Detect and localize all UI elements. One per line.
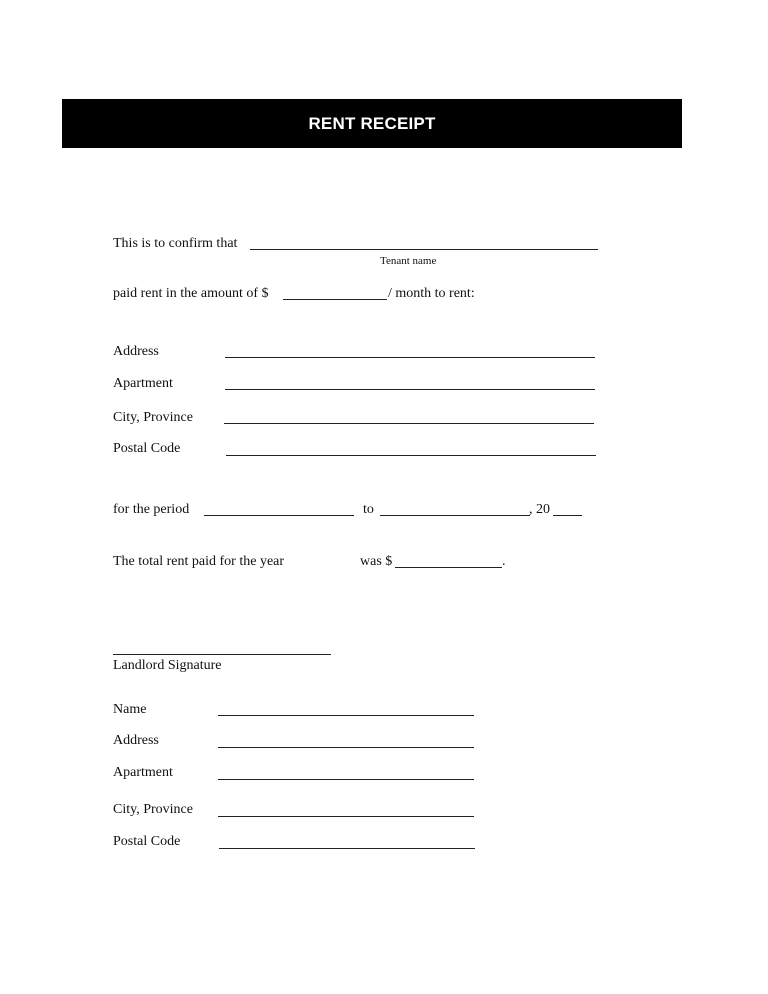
- landlord-name-label: Name: [113, 702, 147, 717]
- total-label: The total rent paid for the year: [113, 554, 285, 569]
- period-year-field[interactable]: [553, 515, 582, 516]
- page-title: RENT RECEIPT: [308, 113, 436, 133]
- property-city-field[interactable]: [224, 423, 594, 424]
- landlord-name-field[interactable]: [218, 715, 474, 716]
- period-end-field[interactable]: [380, 515, 530, 516]
- landlord-postal-label: Postal Code: [113, 834, 181, 849]
- period-start-field[interactable]: [204, 515, 354, 516]
- landlord-city-field[interactable]: [218, 816, 474, 817]
- confirm-label: This is to confirm that: [113, 236, 238, 251]
- property-apartment-field[interactable]: [225, 389, 595, 390]
- landlord-signature-field[interactable]: [113, 654, 331, 655]
- landlord-city-label: City, Province: [113, 802, 193, 817]
- total-end: .: [502, 554, 506, 569]
- period-label: for the period: [113, 502, 190, 517]
- property-address-field[interactable]: [225, 357, 595, 358]
- landlord-address-label: Address: [113, 733, 159, 748]
- tenant-name-field[interactable]: [250, 249, 598, 250]
- amount-field[interactable]: [283, 299, 387, 300]
- period-year-prefix: , 20: [529, 502, 550, 517]
- amount-suffix: / month to rent:: [388, 286, 475, 301]
- total-was-label: was $: [360, 554, 393, 569]
- landlord-postal-field[interactable]: [219, 848, 475, 849]
- landlord-signature-label: Landlord Signature: [113, 658, 222, 673]
- property-postal-label: Postal Code: [113, 441, 181, 456]
- amount-prefix: paid rent in the amount of $: [113, 286, 269, 301]
- landlord-apartment-label: Apartment: [113, 765, 173, 780]
- property-apartment-label: Apartment: [113, 376, 173, 391]
- property-address-label: Address: [113, 344, 159, 359]
- total-amount-field[interactable]: [395, 567, 502, 568]
- property-postal-field[interactable]: [226, 455, 596, 456]
- title-bar: [62, 99, 682, 148]
- landlord-apartment-field[interactable]: [218, 779, 474, 780]
- period-to-label: to: [363, 502, 374, 517]
- tenant-name-caption: Tenant name: [380, 255, 437, 267]
- property-city-label: City, Province: [113, 410, 193, 425]
- landlord-address-field[interactable]: [218, 747, 474, 748]
